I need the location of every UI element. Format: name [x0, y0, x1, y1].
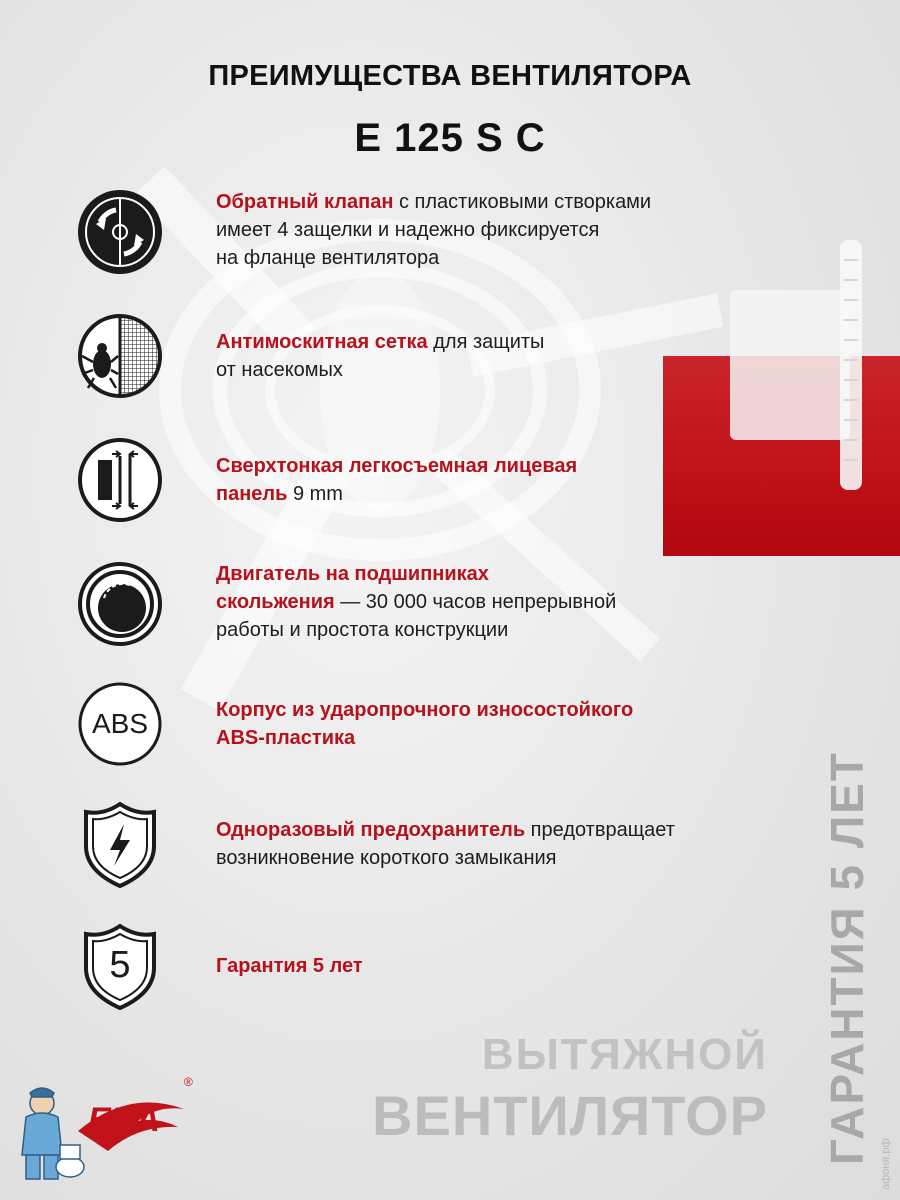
check-valve-icon — [76, 188, 164, 276]
thin-panel-icon — [76, 436, 164, 524]
registered-mark: ® — [184, 1075, 193, 1089]
logo-text: ERA — [88, 1101, 160, 1139]
feature-highlight: Антимоскитная сетка — [216, 331, 428, 353]
feature-highlight: ABS-пластика — [216, 727, 356, 749]
warranty-number: 5 — [109, 944, 131, 986]
footer-line2: ВЕНТИЛЯТОР — [372, 1084, 768, 1147]
shield-lightning-icon — [76, 800, 164, 888]
feature-text: 9 mm — [287, 483, 343, 505]
model-name: E 125 S C — [354, 116, 546, 160]
footer-line1: ВЫТЯЖНОЙ — [481, 1030, 768, 1079]
feature-abs-body — [76, 680, 756, 772]
feature-fuse — [76, 800, 756, 892]
motor-bearing-icon — [76, 560, 164, 648]
feature-highlight: панель — [216, 483, 288, 505]
feature-check-valve — [76, 188, 756, 280]
mosquito-net-icon — [76, 312, 164, 400]
feature-warranty — [76, 922, 756, 1014]
feature-text: работы и простота конструкции — [216, 619, 509, 641]
feature-highlight: Одноразовый предохранитель — [216, 819, 526, 841]
feature-highlight: Сверхтонкая легкосъемная лицевая — [216, 455, 578, 477]
feature-highlight: Обратный клапан — [216, 191, 394, 213]
feature-highlight: Двигатель на подшипниках — [216, 563, 489, 585]
feature-highlight: Гарантия 5 лет — [216, 955, 363, 977]
warranty-shield-icon — [76, 922, 164, 1010]
feature-text: — 30 000 часов непрерывной — [334, 591, 617, 613]
era-logo — [8, 1075, 198, 1185]
feature-thin-panel — [76, 436, 756, 528]
watermark: афоня.рф — [880, 1138, 892, 1190]
abs-icon-label: ABS — [91, 708, 149, 739]
feature-text: на фланце вентилятора — [216, 247, 440, 269]
feature-text: от насекомых — [216, 359, 343, 381]
vertical-warranty-text: ГАРАНТИЯ 5 ЛЕТ — [821, 751, 873, 1165]
feature-highlight: Корпус из ударопрочного износостойкого — [216, 699, 634, 721]
feature-motor — [76, 560, 756, 652]
feature-text: возникновение короткого замыкания — [216, 847, 557, 869]
feature-highlight: скольжения — [216, 591, 335, 613]
page-title: ПРЕИМУЩЕСТВА ВЕНТИЛЯТОРА — [208, 60, 692, 92]
feature-text: предотвращает — [525, 819, 675, 841]
feature-text: для защиты — [427, 331, 545, 353]
feature-mosquito-net — [76, 312, 756, 404]
abs-icon — [76, 680, 164, 768]
feature-text: с пластиковыми створками — [393, 191, 652, 213]
feature-text: имеет 4 защелки и надежно фиксируется — [216, 219, 600, 241]
